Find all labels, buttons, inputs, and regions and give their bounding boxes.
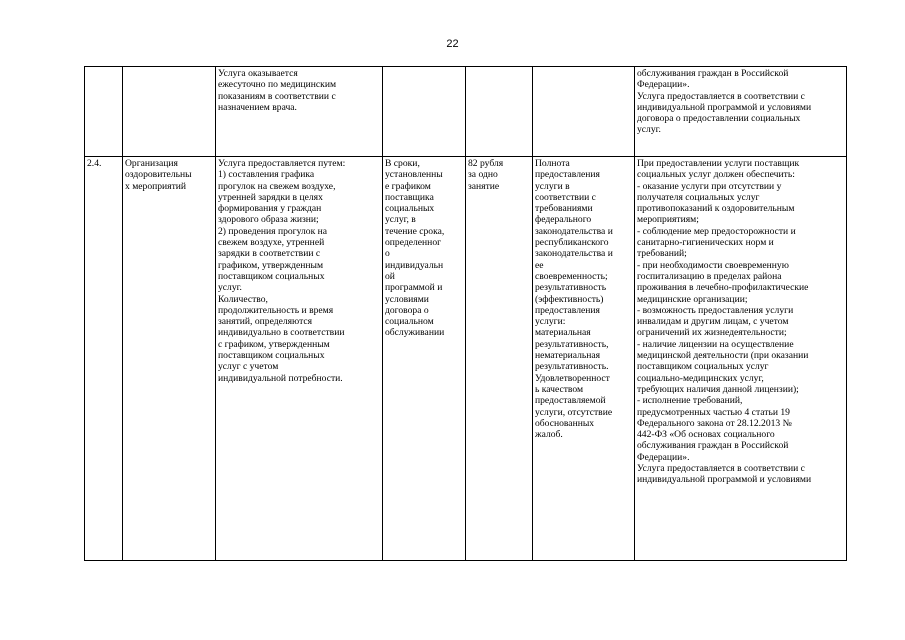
text-line: обслуживания граждан в Российской <box>637 68 789 79</box>
text-line: графиком, утвержденным <box>218 259 324 271</box>
text-line: санитарно-гигиенических норм и <box>637 237 774 249</box>
text-line: В сроки, <box>385 158 420 169</box>
cell-quality-indicators <box>533 67 635 157</box>
text-line: с графиком, утвержденным <box>218 338 330 350</box>
text-line: предоставления <box>535 304 600 316</box>
cell-service-content <box>216 157 383 561</box>
text-line: Федерации». <box>637 451 690 463</box>
text-line: индивидуальной программой и условиями <box>637 101 812 113</box>
text-line: медицинские организации; <box>637 293 748 305</box>
text-line: услуг. <box>218 282 242 294</box>
text-line: 442-ФЗ «Об основах социального <box>637 429 775 441</box>
text-line: соответствии с <box>535 191 596 203</box>
cell-service-conditions <box>635 157 847 561</box>
text-line: услуг. <box>637 124 661 136</box>
text-line: е графиком <box>385 180 431 192</box>
text-line: противопоказаний к оздоровительным <box>637 203 795 215</box>
text-line: назначением врача. <box>218 101 297 113</box>
text-line: Количество, <box>218 293 268 305</box>
text-line: медицинской деятельности (при оказании <box>637 350 809 362</box>
cell-service-name <box>123 67 216 157</box>
text-line: поставщика <box>385 191 434 203</box>
table-row-continuation <box>85 67 847 157</box>
text-line: услуг, в <box>385 214 416 226</box>
text-line: утренней зарядки в целях <box>218 191 323 203</box>
text-line: результативность <box>535 282 607 294</box>
text-line: Услуга предоставляется путем: <box>218 158 346 169</box>
text-line: 1) составления графика <box>218 169 315 181</box>
text-line: занятие <box>468 180 500 192</box>
text-line: Услуга предоставляется в соответствии с <box>637 90 805 102</box>
text-line: - при необходимости своевременную <box>637 259 789 271</box>
text-line: продолжительность и время <box>218 304 334 316</box>
text-line: результативность. <box>535 361 609 373</box>
text-line: договора о <box>385 304 429 316</box>
text-line: оздоровительны <box>125 169 192 181</box>
table-row-2-4 <box>85 157 847 561</box>
services-table <box>84 66 847 561</box>
text-line: социальных услуг должен обеспечить: <box>637 169 795 181</box>
text-line: социально-медицинских услуг, <box>637 372 764 384</box>
text-line: жалоб. <box>535 429 563 441</box>
text-line: своевременность; <box>535 270 608 282</box>
text-line: услуги: <box>535 316 566 328</box>
cell-service-conditions <box>635 67 847 157</box>
text-line: зарядки в соответствии с <box>218 248 321 260</box>
text-line: - исполнение требований, <box>637 395 743 407</box>
text-line: поставщиком социальных услуг <box>637 361 769 373</box>
text-line: индивидуально в соответствии <box>218 327 345 339</box>
text-line: Федерации». <box>637 79 690 91</box>
text-line: определенног <box>385 237 442 249</box>
text-line: прогулок на свежем воздухе, <box>218 180 336 192</box>
page-number: 22 <box>446 38 459 50</box>
cell-number <box>85 67 123 157</box>
text-line: результативность, <box>535 338 609 350</box>
text-line: госпитализацию в пределах района <box>637 270 782 282</box>
text-line: предоставляемой <box>535 395 606 407</box>
text-line: обслуживания граждан в Российской <box>637 440 789 452</box>
text-line: программой и <box>385 282 443 294</box>
text-line: установленны <box>385 169 443 181</box>
text-line: за одно <box>468 169 498 181</box>
text-line: свежем воздухе, утренней <box>218 237 325 249</box>
text-line: получателя социальных услуг <box>637 191 760 203</box>
text-line: При предоставлении услуги поставщик <box>637 158 800 169</box>
text-line: обоснованных <box>535 417 595 429</box>
text-line: Услуга оказывается <box>218 68 298 79</box>
cell-service-name <box>123 157 216 561</box>
text-line: инвалидам и другим лицам, с учетом <box>637 316 789 328</box>
text-line: Услуга предоставляется в соответствии с <box>637 463 805 475</box>
cell-service-price <box>466 67 533 157</box>
text-line: - соблюдение мер предосторожности и <box>637 225 796 237</box>
text-line: - возможность предоставления услуги <box>637 304 794 316</box>
text-line: индивидуальн <box>385 259 444 271</box>
text-line: материальная <box>535 327 591 339</box>
text-line: ежесуточно по медицинским <box>218 79 337 91</box>
text-line: 82 рубля <box>468 158 504 169</box>
text-line: Федерального закона от 28.12.2013 № <box>637 417 792 429</box>
text-line: ограничений их жизнедеятельности; <box>637 327 787 339</box>
text-line: обслуживании <box>385 327 445 339</box>
text-line: услуги в <box>535 180 570 192</box>
text-line: Полнота <box>535 158 570 169</box>
text-line: поставщиком социальных <box>218 270 325 282</box>
text-line: Организация <box>125 158 178 169</box>
cell-service-price <box>466 157 533 561</box>
text-line: условиями <box>385 293 429 305</box>
text-line: ее <box>535 259 544 271</box>
text-line: о <box>385 248 390 260</box>
text-line: требованиями <box>535 203 593 215</box>
text-line: федерального <box>535 214 592 226</box>
text-line: показаниям в соответствии с <box>218 90 336 102</box>
text-line: договора о предоставлении социальных <box>637 113 801 125</box>
text-line: проживания в лечебно-профилактические <box>637 282 809 294</box>
text-line: индивидуальной потребности. <box>218 372 343 384</box>
text-line: занятий, определяются <box>218 316 313 328</box>
text-line: предоставления <box>535 169 600 181</box>
text-line: ь качеством <box>535 383 584 395</box>
text-line: формирования у граждан <box>218 203 322 215</box>
text-line: Удовлетворенност <box>535 372 610 384</box>
text-line: услуги, отсутствие <box>535 406 613 418</box>
text-line: (эффективность) <box>535 293 604 305</box>
text-line: течение срока, <box>385 225 445 237</box>
text-line: социальном <box>385 316 434 328</box>
text-line: ой <box>385 270 395 282</box>
text-line: требующих наличия данной лицензии); <box>637 383 799 395</box>
cell-quality-indicators <box>533 157 635 561</box>
cell-number: 2.4. <box>85 157 123 561</box>
text-line: нематериальная <box>535 350 601 362</box>
text-line: - оказание услуги при отсутствии у <box>637 180 782 192</box>
text-line: поставщиком социальных <box>218 350 325 362</box>
text-line: республиканского <box>535 237 609 249</box>
text-line: 2) проведения прогулок на <box>218 225 328 237</box>
text-line: индивидуальной программой и условиями <box>637 474 812 486</box>
text-line: законодательства и <box>535 248 613 260</box>
text-line: здорового образа жизни; <box>218 214 319 226</box>
cell-service-timing <box>383 67 466 157</box>
text-line: мероприятиям; <box>637 214 699 226</box>
cell-service-timing <box>383 157 466 561</box>
text-line: социальных <box>385 203 435 215</box>
text-line: требований; <box>637 248 687 260</box>
cell-service-content <box>216 67 383 157</box>
text-line: х мероприятий <box>125 180 187 192</box>
text-line: законодательства и <box>535 225 613 237</box>
text-line: предусмотренных частью 4 статьи 19 <box>637 406 790 418</box>
text-line: - наличие лицензии на осуществление <box>637 338 794 350</box>
text-line: услуг с учетом <box>218 361 279 373</box>
